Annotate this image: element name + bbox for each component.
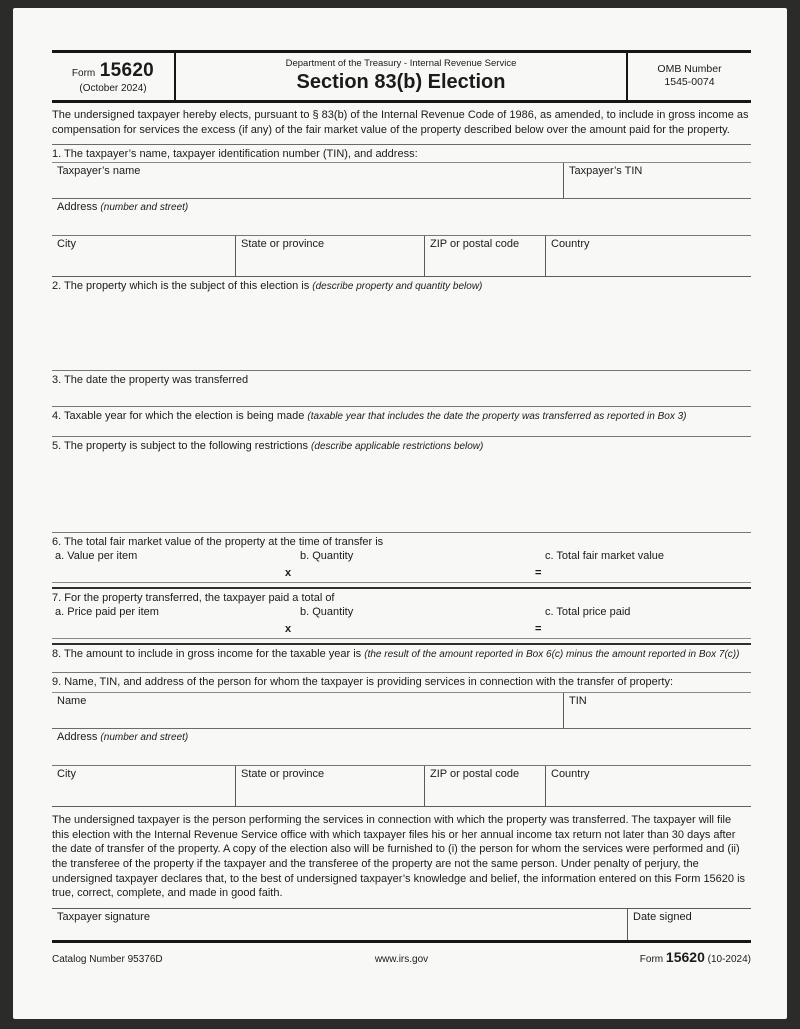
section-2-text: 2. The property which is the subject of this election is [52,280,310,293]
gross-income-amount-field[interactable] [52,662,751,673]
section-1-label: 1. The taxpayer’s name, taxpayer identification number (TIN), and address: [52,144,751,162]
taxpayer-country-field[interactable] [545,236,751,276]
section-2-label [52,277,751,294]
taxpayer-signature-label: Taxpayer signature [57,910,150,923]
footer-form-word: Form [639,953,664,965]
form-footer [52,943,751,965]
service-recipient-tin-field[interactable] [563,693,751,728]
section-8-label [52,645,751,662]
section-5-text: 5. The property is subject to the following restrictions [52,440,308,453]
taxpayer-state-label: State or province [241,238,325,251]
section-4-text: 4. Taxable year for which the election is being made [52,410,305,423]
taxpayer-name-field[interactable] [52,163,563,198]
taxpayer-zip-label: ZIP or postal code [430,238,520,251]
section-9-label: 9. Name, TIN, and address of the person for whom the taxpayer is providing services in connection with the transfer of property: [52,673,751,693]
page-title: Section 83(b) Election [296,71,506,93]
section-8-hint: (the result of the amount reported in Box 6(c) minus the amount reported in Box 7(c)) [364,649,740,661]
section-6-entry-row[interactable] [52,566,751,583]
service-recipient-state-field[interactable] [235,766,424,806]
taxpayer-signature-field[interactable] [52,909,627,940]
section-6-label: 6. The total fair market value of the property at the time of transfer is [52,536,384,549]
price-paid-per-item-label: a. Price paid per item [55,606,159,619]
section-6-column-labels [52,550,751,566]
service-recipient-city-field[interactable] [52,766,235,806]
date-signed-label: Date signed [633,910,692,923]
service-recipient-country-label: Country [551,768,590,781]
service-recipient-address-hint: (number and street) [100,732,189,744]
taxpayer-address-field[interactable] [52,199,751,236]
form-number-box [52,53,174,100]
signature-row [52,908,751,940]
service-recipient-state-label: State or province [241,768,325,781]
total-fmv-label: c. Total fair market value [545,550,665,563]
service-recipient-address-field[interactable] [52,729,751,766]
section-4-label [52,407,751,424]
taxpayer-name-label: Taxpayer’s name [57,165,141,178]
service-recipient-country-field[interactable] [545,766,751,806]
catalog-number: Catalog Number 95376D [52,953,163,965]
service-recipient-tin-label: TIN [569,695,587,708]
restrictions-field[interactable] [52,454,751,533]
service-recipient-address-label: Address [57,731,98,744]
omb-number: 1545-0074 [664,76,715,88]
section-7 [52,589,751,645]
quantity-label-7: b. Quantity [300,606,354,619]
section-5-hint: (describe applicable restrictions below) [311,441,484,453]
section-7-label: 7. For the property transferred, the taxpayer paid a total of [52,592,335,605]
form-page [13,8,787,1019]
taxpayer-name-tin-row [52,162,751,199]
section-7-entry-row[interactable] [52,622,751,639]
footer-form-id [518,949,751,965]
form-revision: (October 2024) [79,83,147,94]
omb-label: OMB Number [657,63,722,75]
section-5-label [52,437,751,454]
section-4-hint: (taxable year that includes the date the property was transferred as reported in Box 3) [307,411,687,423]
value-per-item-label: a. Value per item [55,550,138,563]
section-2-hint: (describe property and quantity below) [312,281,483,293]
form-word: Form [71,68,96,79]
taxpayer-zip-field[interactable] [424,236,545,276]
equals-sign-6: = [535,567,542,580]
service-recipient-name-label: Name [57,695,87,708]
section-7-column-labels [52,606,751,622]
multiply-sign-7: x [285,623,292,636]
taxpayer-city-field[interactable] [52,236,235,276]
election-statement: The undersigned taxpayer hereby elects, pursuant to § 83(b) of the Internal Revenue Code of 1986, as amended, to include in gross income as compensation for services the excess (if any) of the fair market value of the property described below over the amount paid for the property. [52,109,749,136]
taxpayer-tin-field[interactable] [563,163,751,198]
taxpayer-city-label: City [57,238,76,251]
agency-line: Department of the Treasury - Internal Revenue Service [285,58,517,69]
service-recipient-city-label: City [57,768,76,781]
quantity-label-6: b. Quantity [300,550,354,563]
form-header [52,50,751,103]
equals-sign-7: = [535,623,542,636]
taxpayer-address-label: Address [57,201,98,214]
form-title-box [174,53,628,100]
service-recipient-zip-field[interactable] [424,766,545,806]
service-recipient-zip-label: ZIP or postal code [430,768,520,781]
footer-form-revision: (10-2024) [707,953,751,965]
service-recipient-city-row [52,766,751,807]
service-recipient-name-tin-row [52,693,751,729]
taxpayer-address-hint: (number and street) [100,202,189,214]
form-content [52,50,751,965]
omb-box [628,53,751,100]
service-recipient-name-field[interactable] [52,693,563,728]
taxpayer-country-label: Country [551,238,590,251]
irs-website: www.irs.gov [374,953,429,965]
section-6 [52,533,751,589]
date-signed-field[interactable] [627,909,751,940]
form-number: 15620 [99,60,155,81]
taxpayer-city-row [52,236,751,277]
perjury-declaration: The undersigned taxpayer is the person performing the services in connection with which the property was transferred. The taxpayer will file this election with the Internal Revenue Service office with which taxpayer files his or her annual income tax return not later than 30 days after the date of transfer of the property. A copy of the election also will be furnished to (i) the person for whom the services were performed and (ii) the transferee of the property if the taxpayer and the transferee of the property are not the same person. Under penalty of perjury, the undersigned taxpayer declares that, to the best of undersigned taxpayer’s knowledge and belief, the information entered on this Form 15620 is true, correct, complete, and made in good faith. [52,814,746,900]
total-price-paid-label: c. Total price paid [545,606,631,619]
footer-form-number: 15620 [665,948,705,965]
section-8-text: 8. The amount to include in gross income for the taxable year is [52,648,362,661]
taxable-year-field[interactable] [52,424,751,437]
transfer-date-field[interactable] [52,388,751,407]
taxpayer-tin-label: Taxpayer’s TIN [569,165,643,178]
section-3-label: 3. The date the property was transferred [52,374,249,387]
taxpayer-state-field[interactable] [235,236,424,276]
multiply-sign-6: x [285,567,292,580]
property-description-field[interactable] [52,294,751,371]
